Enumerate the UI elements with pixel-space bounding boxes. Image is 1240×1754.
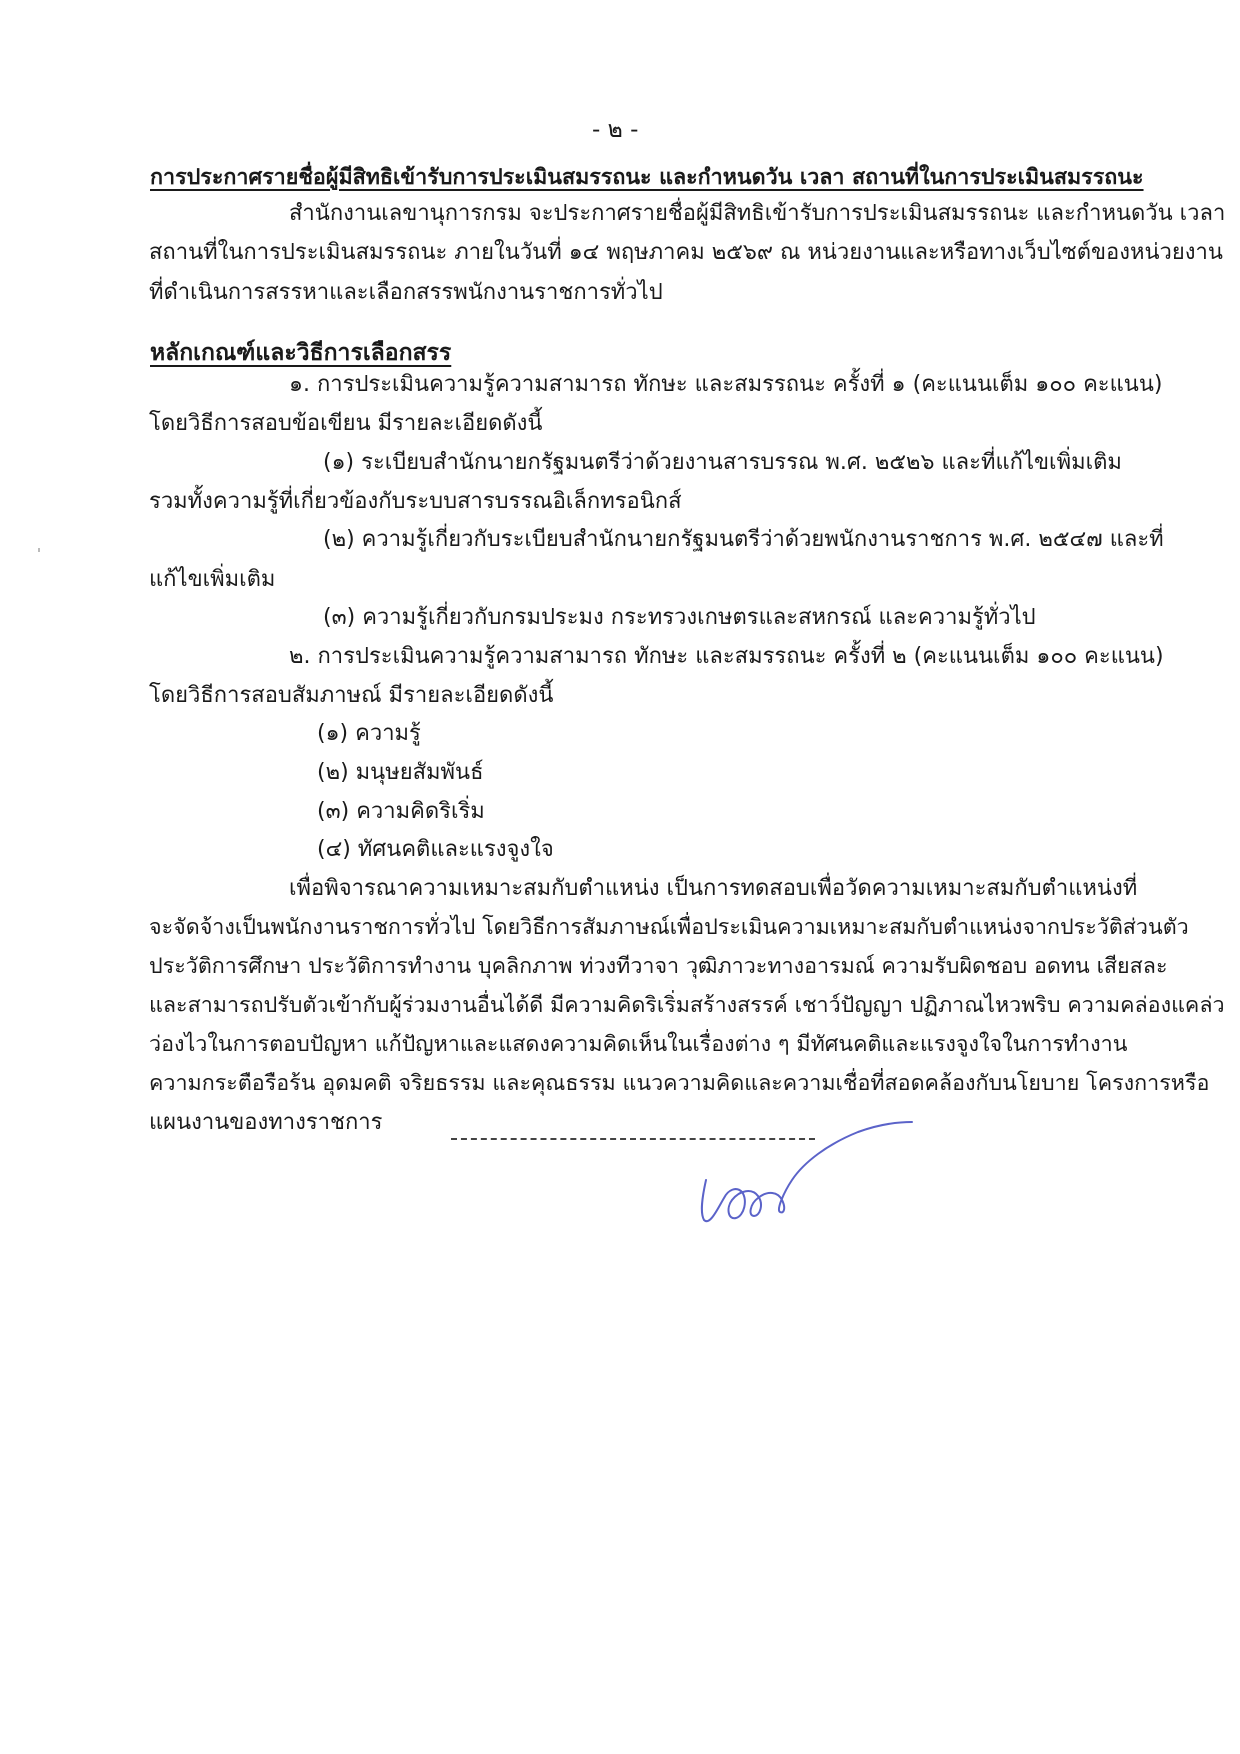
criteria-item-1-line-1: ๑. การประเมินความรู้ความสามารถ ทักษะ และสมรรถนะ ครั้งที่ ๑ (คะแนนเต็ม ๑๐๐ คะแนน)	[289, 372, 1163, 397]
criteria-item-2-line-2: โดยวิธีการสอบสัมภาษณ์ มีรายละเอียดดังนี้	[149, 683, 554, 708]
criteria-item-2-sub-1: (๑) ความรู้	[317, 721, 421, 746]
criteria-item-1-sub-2-line-2: แก้ไขเพิ่มเติม	[149, 567, 276, 592]
announcement-para-line-1-text: สำนักงานเลขานุการกรม จะประกาศรายชื่อผู้มีสิทธิเข้ารับการประเมินสมรรถนะ และกำหนดวัน เวลา	[289, 201, 1226, 226]
criteria-item-1-sub-3: (๓) ความรู้เกี่ยวกับกรมประมง กระทรวงเกษตรและสหกรณ์ และความรู้ทั่วไป	[323, 605, 1036, 630]
criteria-item-2-sub-2: (๒) มนุษยสัมพันธ์	[317, 760, 484, 785]
page-number: - ๒ -	[592, 117, 639, 143]
criteria-item-1-sub-1-line-2: รวมทั้งความรู้ที่เกี่ยวข้องกับระบบสารบรรณอิเล็กทรอนิกส์	[149, 489, 682, 514]
criteria-item-1-sub-1-line-1: (๑) ระเบียบสำนักนายกรัฐมนตรีว่าด้วยงานสารบรรณ พ.ศ. ๒๕๒๖ และที่แก้ไขเพิ่มเติม	[323, 450, 1122, 475]
announcement-para-line-2: สถานที่ในการประเมินสมรรถนะ ภายในวันที่ ๑๔ พฤษภาคม ๒๕๖๙ ณ หน่วยงานและหรือทางเว็บไซต์ของหน่วยงาน	[149, 240, 1223, 265]
criteria-item-2-sub-4: (๔) ทัศนคติและแรงจูงใจ	[317, 837, 554, 862]
criteria-item-2-line-1: ๒. การประเมินความรู้ความสามารถ ทักษะ และสมรรถนะ ครั้งที่ ๒ (คะแนนเต็ม ๑๐๐ คะแนน)	[289, 644, 1164, 669]
closing-para-line-2: จะจัดจ้างเป็นพนักงานราชการทั่วไป โดยวิธีการสัมภาษณ์เพื่อประเมินความเหมาะสมกับตำแหน่งจากประวัติส่วนตัว	[149, 915, 1189, 940]
handwritten-signature	[688, 1108, 938, 1238]
closing-para-line-5: ว่องไวในการตอบปัญหา แก้ปัญหาและแสดงความคิดเห็นในเรื่องต่าง ๆ มีทัศนคติและแรงจูงใจในการทำงาน	[149, 1032, 1128, 1057]
criteria-item-1-sub-2-line-1: (๒) ความรู้เกี่ยวกับระเบียบสำนักนายกรัฐมนตรีว่าด้วยพนักงานราชการ พ.ศ. ๒๕๔๗ และที่	[323, 527, 1164, 552]
announcement-para-line-1	[289, 198, 1226, 230]
closing-para-line-4: และสามารถปรับตัวเข้ากับผู้ร่วมงานอื่นได้ดี มีความคิดริเริ่มสร้างสรรค์ เชาว์ปัญญา ปฏิภาณไหวพริบ ความคล่องแคล่ว	[149, 993, 1225, 1018]
closing-para-line-7: แผนงานของทางราชการ	[149, 1110, 383, 1135]
criteria-item-1-line-2: โดยวิธีการสอบข้อเขียน มีรายละเอียดดังนี้	[149, 411, 543, 436]
closing-para-line-3: ประวัติการศึกษา ประวัติการทำงาน บุคลิกภาพ ท่วงทีวาจา วุฒิภาวะทางอารมณ์ ความรับผิดชอบ อดทน เสียสละ	[149, 954, 1168, 979]
criteria-heading: หลักเกณฑ์และวิธีการเลือกสรร	[150, 340, 452, 366]
scan-speck	[38, 548, 40, 552]
announcement-para-line-3: ที่ดำเนินการสรรหาและเลือกสรรพนักงานราชการทั่วไป	[149, 280, 663, 305]
closing-para-line-6: ความกระตือรือร้น อุดมคติ จริยธรรม และคุณธรรม แนวความคิดและความเชื่อที่สอดคล้องกับนโยบาย โครงการหรือ	[149, 1071, 1210, 1096]
criteria-item-2-sub-3: (๓) ความคิดริเริ่ม	[317, 799, 485, 824]
announcement-heading: การประกาศรายชื่อผู้มีสิทธิเข้ารับการประเมินสมรรถนะ และกำหนดวัน เวลา สถานที่ในการประเมินสมรรถนะ	[150, 165, 1144, 190]
closing-para-line-1: เพื่อพิจารณาความเหมาะสมกับตำแหน่ง เป็นการทดสอบเพื่อวัดความเหมาะสมกับตำแหน่งที่	[289, 876, 1138, 901]
